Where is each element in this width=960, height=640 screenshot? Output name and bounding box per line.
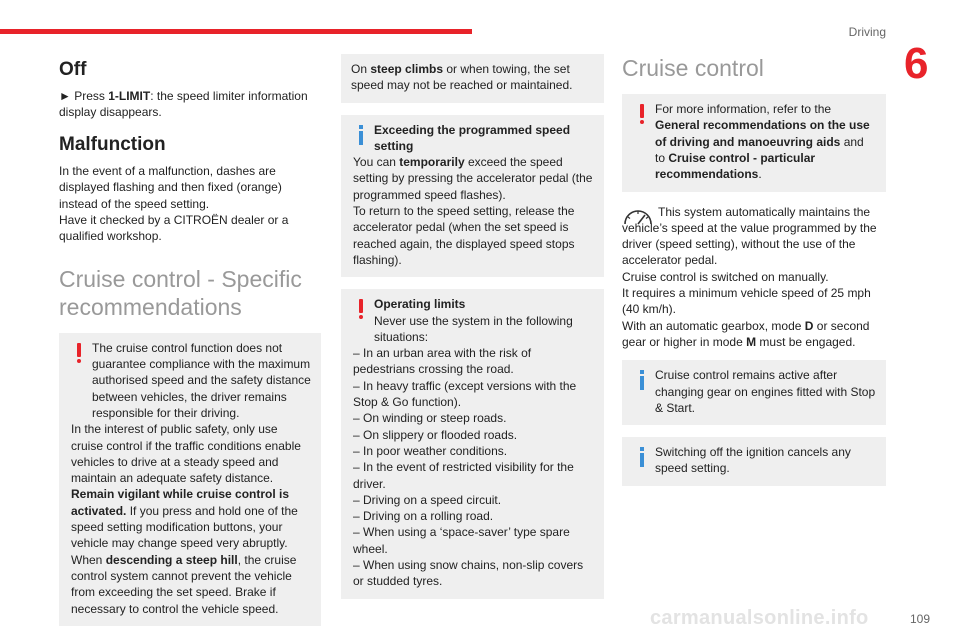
limits-title-text: Operating limits [374,297,466,312]
specific-recommendations-heading: Cruise control - Specific recommendations [59,265,302,320]
rec-p3-bold: Remain vigilant while cruise control is activated. [71,487,290,518]
list-item: – When using snow chains, non-slip covers or studded tyres. [353,558,584,589]
watermark: carmanualsonline.info [650,607,869,629]
off-heading: Off [59,59,87,80]
steep-rest: or when towing, the set speed may not be reached or maintained. [351,62,573,93]
list-item: – In heavy traffic (except versions with the Stop & Go function). [353,378,577,410]
speedometer-icon [622,206,654,228]
exceeding-p1-bold: temporarily [399,155,465,170]
warning-box-operating-limits [341,289,604,598]
list-item: – Driving on a rolling road. [353,509,494,524]
warning-box-more-info [622,94,886,191]
note-box-steep-climbs [341,54,604,103]
warning-icon [75,343,83,363]
cruise-p2: Cruise control is switched on manually. [622,269,829,284]
rec-p1 [92,340,311,421]
info2-text: Switching off the ignition cancels any speed setting. [655,445,851,476]
more-info-end: . [758,167,762,182]
off-paragraph [59,88,321,121]
more-info-bold1: General recommendations on the use of driving and manoeuvring aids [655,118,870,149]
info-box-stop-start [622,360,886,425]
header-red-bar [0,29,472,34]
limits-list [353,345,594,589]
column-right [622,54,886,498]
cruise-description [622,204,886,269]
cruise-p4-mid: or second gear or higher in mode [622,318,870,349]
exceeding-p1-rest: exceed the speed setting by pressing the accelerator pedal (the programmed speed flashes). [353,155,593,202]
warning-icon [357,299,365,319]
cruise-p3: It requires a minimum vehicle speed of 25 mph (40 km/h). [622,286,871,317]
list-item: – On slippery or flooded roads. [353,427,518,442]
list-item: – Driving on a speed circuit. [353,492,502,507]
more-info-pre: For more information, refer to the [655,102,832,117]
off-text-suffix: : the speed limiter information display disappears. [59,88,308,120]
rec-p4 [71,552,311,617]
steep-pre: On [351,62,371,76]
malfunction-p2: Have it checked by a CITROËN dealer or a qualified workshop. [59,213,289,244]
list-item: – On winding or steep roads. [353,411,507,426]
cruise-p1: This system automatically maintains the vehicle’s speed at the value programmed by the driver (speed setting), without the use of the accelerator pedal. [622,204,877,268]
warning-icon [638,104,646,124]
cruise-p4-end: must be engaged. [756,334,856,349]
rec-p4-rest: , the cruise control system cannot prevent the vehicle from exceeding the set speed. Brake if necessary to control the vehicle speed. [71,552,297,616]
info-icon [638,447,646,467]
off-text-prefix: ► Press [59,88,109,103]
chapter-number: 6 [904,39,929,88]
malfunction-heading: Malfunction [59,134,166,156]
list-item: – In the event of restricted visibility for the driver. [353,460,574,491]
limits-title [374,296,594,312]
malfunction-p1: In the event of a malfunction, dashes are displayed flashing and then fixed (orange) instead of the speed setting. [59,164,282,211]
steep-climbs-text [351,61,594,94]
list-item: – When using a ‘space-saver’ type spare wheel. [353,525,570,556]
exceeding-title [374,122,594,155]
info-icon [638,370,646,390]
steep-bold: steep climbs [370,62,444,76]
rec-p2: In the interest of public safety, only use cruise control if the traffic conditions enable vehicles to drive at a steady speed and maintain an adequate safety distance. [71,422,301,486]
info-icon [357,125,365,145]
exceeding-title-text: Exceeding the programmed speed setting [374,122,571,153]
more-info-mid: and to [655,134,864,165]
column-left [59,56,321,638]
cruise-p4-b2: M [746,334,757,349]
page-number: 109 [909,612,930,626]
rec-p1-text: The cruise control function does not guarantee compliance with the maximum authorised speed and the safety distance between vehicles, the driver remains responsible for their driving. [92,340,311,420]
more-info-text [655,101,876,182]
limits-intro: Never use the system in the following situations: [374,313,573,344]
list-item: – In an urban area with the risk of pedestrians crossing the road. [353,346,532,377]
more-info-bold2: Cruise control - particular recommendations [655,150,816,182]
off-bold: 1-LIMIT [108,88,151,103]
cruise-p4 [622,318,886,351]
rec-p4-bold: descending a steep hill [105,552,238,567]
info-box-ignition [622,437,886,486]
warning-box-recommendations [59,333,321,626]
list-item: – In poor weather conditions. [353,443,508,458]
info1-text: Cruise control remains active after changing gear on engines fitted with Stop & Start. [655,368,876,415]
column-middle [341,54,604,611]
cruise-p4-b1: D [804,318,814,333]
info-box-exceeding [341,115,604,278]
exceeding-p1 [353,154,594,203]
rec-p3-rest: If you press and hold one of the speed setting modification buttons, your vehicle may change speed very abruptly. [71,503,298,551]
exceeding-p2: To return to the speed setting, release the accelerator pedal (when the set speed is reached again, the displayed speed stops flashing). [353,204,575,267]
cruise-control-heading: Cruise control [622,55,764,81]
cruise-p4-pre: With an automatic gearbox, mode [622,318,805,333]
rec-p3 [71,486,311,551]
section-title: Driving [848,25,886,39]
rec-p4-pre: When [71,552,106,567]
exceeding-p1-pre: You can [353,155,400,170]
